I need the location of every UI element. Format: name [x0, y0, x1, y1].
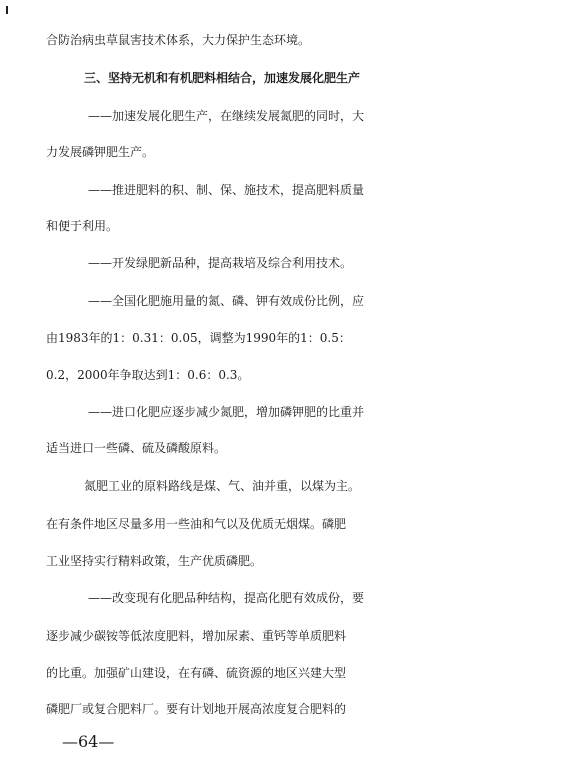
text-line: 由1983年的1：0.31：0.05，调整为1990年的1：0.5： [46, 331, 351, 345]
section-heading: 三、坚持无机和有机肥料相结合，加速发展化肥生产 [84, 71, 361, 85]
text-line: 力发展磷钾肥生产。 [46, 145, 155, 159]
text-line: 氮肥工业的原料路线是煤、气、油并重，以煤为主。 [84, 479, 361, 493]
text-line: ——进口化肥应逐步减少氮肥，增加磷钾肥的比重并 [88, 405, 365, 419]
text-line: 磷肥厂或复合肥料厂。要有计划地开展高浓度复合肥料的 [46, 702, 347, 716]
text-line: 的比重。加强矿山建设，在有磷、硫资源的地区兴建大型 [46, 666, 347, 680]
scan-mark [6, 6, 8, 14]
text-line: ——全国化肥施用量的氮、磷、钾有效成份比例，应 [88, 294, 365, 308]
text-line: 0.2，2000年争取达到1：0.6：0.3。 [46, 368, 250, 382]
text-line: 在有条件地区尽量多用一些油和气以及优质无烟煤。磷肥 [46, 517, 347, 531]
text-line: ——推进肥料的积、制、保、施技术，提高肥料质量 [88, 183, 365, 197]
text-line: 适当进口一些磷、硫及磷酸原料。 [46, 441, 227, 455]
page-number: —64— [62, 732, 115, 751]
text-line: ——加速发展化肥生产，在继续发展氮肥的同时，大 [88, 109, 365, 123]
text-line: ——改变现有化肥品种结构，提高化肥有效成份，要 [88, 591, 365, 605]
text-line: ——开发绿肥新品种，提高栽培及综合利用技术。 [88, 256, 353, 270]
text-line: 合防治病虫草鼠害技术体系，大力保护生态环境。 [46, 33, 311, 47]
text-line: 工业坚持实行精料政策，生产优质磷肥。 [46, 554, 263, 568]
text-line: 逐步减少碳铵等低浓度肥料，增加尿素、重钙等单质肥料 [46, 629, 347, 643]
text-line: 和便于利用。 [46, 219, 119, 233]
